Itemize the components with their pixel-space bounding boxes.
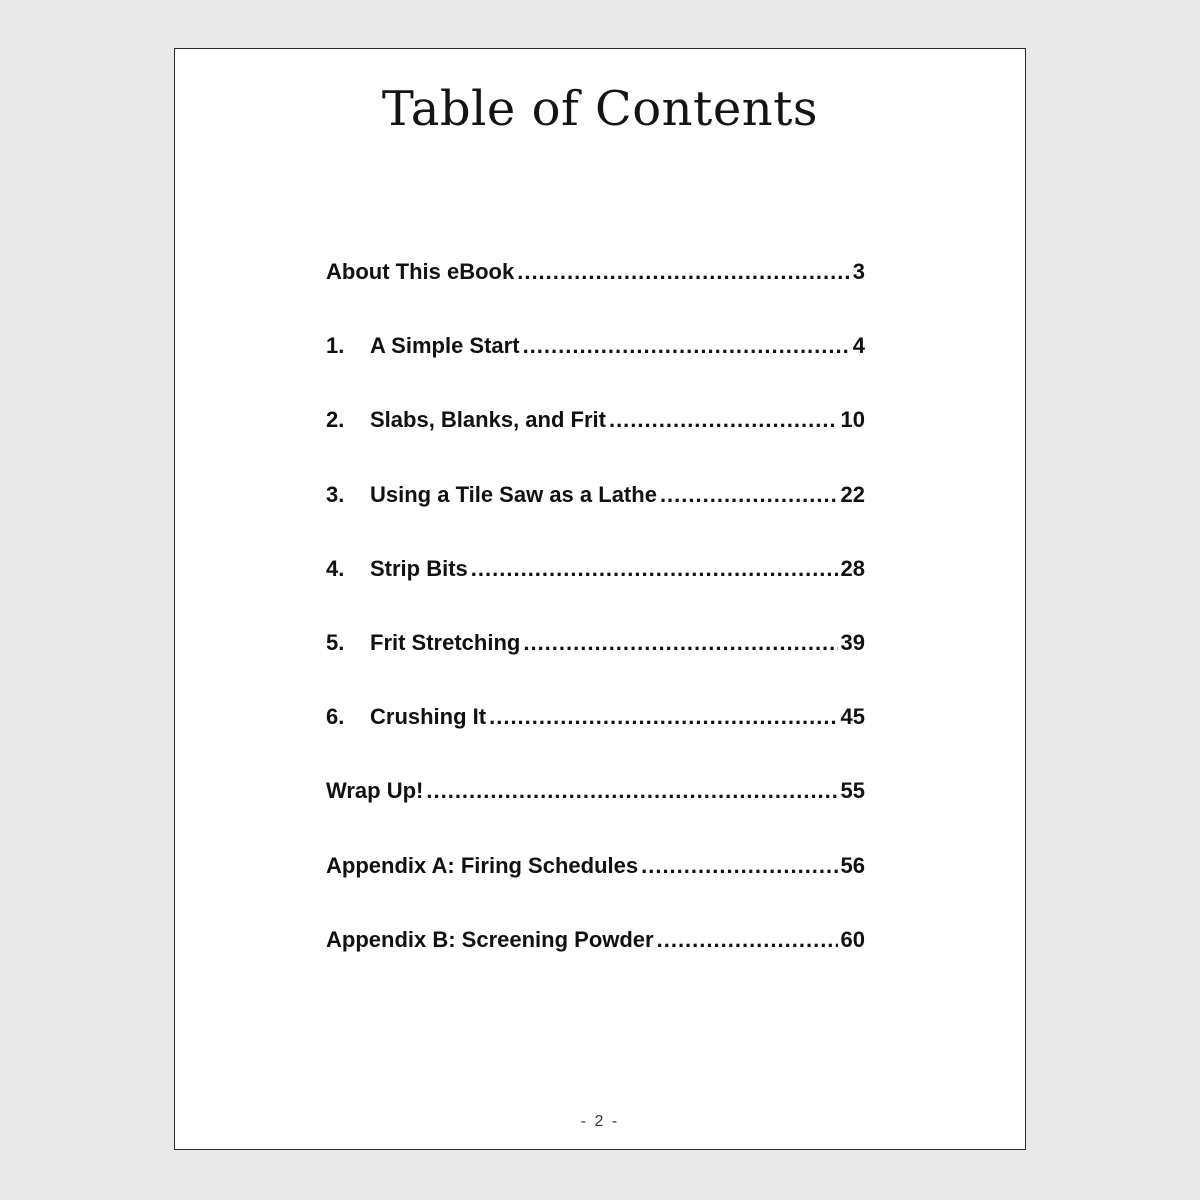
page-number: - 2 - xyxy=(580,1113,620,1130)
toc-entry-chapter-4[interactable] xyxy=(326,532,865,606)
toc-entry-page: 45 xyxy=(840,704,865,730)
dot-leader xyxy=(489,704,837,730)
toc-entry-number: 3. xyxy=(326,481,345,507)
toc-entry-page: 39 xyxy=(840,630,865,656)
toc-entry-appendix-a[interactable] xyxy=(326,829,865,903)
toc-entry-label: Crushing It xyxy=(370,704,487,730)
toc-entry-label: Wrap Up! xyxy=(326,778,424,804)
toc-entry-label: Slabs, Blanks, and Frit xyxy=(370,407,606,433)
toc-entry-label: Strip Bits xyxy=(370,555,468,581)
toc-entry-label: Frit Stretching xyxy=(370,630,521,656)
toc-entry-wrap-up[interactable] xyxy=(326,754,865,828)
page-title: Table of Contents xyxy=(381,81,819,137)
dot-leader xyxy=(660,482,838,508)
table-of-contents xyxy=(326,235,865,977)
dot-leader xyxy=(471,556,838,582)
toc-entry-chapter-2[interactable] xyxy=(326,383,865,457)
toc-entry-about[interactable] xyxy=(326,235,865,309)
toc-entry-label: A Simple Start xyxy=(370,333,520,359)
toc-entry-chapter-5[interactable] xyxy=(326,606,865,680)
toc-entry-page: 28 xyxy=(840,555,865,581)
toc-entry-chapter-3[interactable] xyxy=(326,458,865,532)
toc-entry-appendix-b[interactable] xyxy=(326,903,865,977)
toc-entry-number: 4. xyxy=(326,555,345,581)
toc-entry-number: 2. xyxy=(326,407,345,433)
toc-entry-label: Appendix B: Screening Powder xyxy=(326,926,654,952)
toc-entry-label: About This eBook xyxy=(326,259,515,285)
toc-entry-label: Using a Tile Saw as a Lathe xyxy=(370,481,657,507)
dot-leader xyxy=(426,778,837,804)
toc-entry-chapter-6[interactable] xyxy=(326,680,865,754)
toc-entry-page: 56 xyxy=(840,852,865,878)
dot-leader xyxy=(523,333,850,359)
toc-entry-label: Appendix A: Firing Schedules xyxy=(326,852,639,878)
dot-leader xyxy=(657,927,838,953)
dot-leader xyxy=(523,630,837,656)
toc-entry-page: 10 xyxy=(840,407,865,433)
dot-leader xyxy=(641,853,837,879)
dot-leader xyxy=(517,259,850,285)
toc-entry-page: 22 xyxy=(840,481,865,507)
toc-entry-number: 1. xyxy=(326,333,345,359)
toc-entry-number: 5. xyxy=(326,630,345,656)
document-page xyxy=(174,48,1026,1150)
toc-entry-page: 4 xyxy=(852,333,865,359)
toc-entry-page: 3 xyxy=(852,259,865,285)
dot-leader xyxy=(609,407,838,433)
toc-entry-page: 60 xyxy=(840,926,865,952)
toc-entry-page: 55 xyxy=(840,778,865,804)
toc-entry-number: 6. xyxy=(326,704,345,730)
toc-entry-chapter-1[interactable] xyxy=(326,309,865,383)
